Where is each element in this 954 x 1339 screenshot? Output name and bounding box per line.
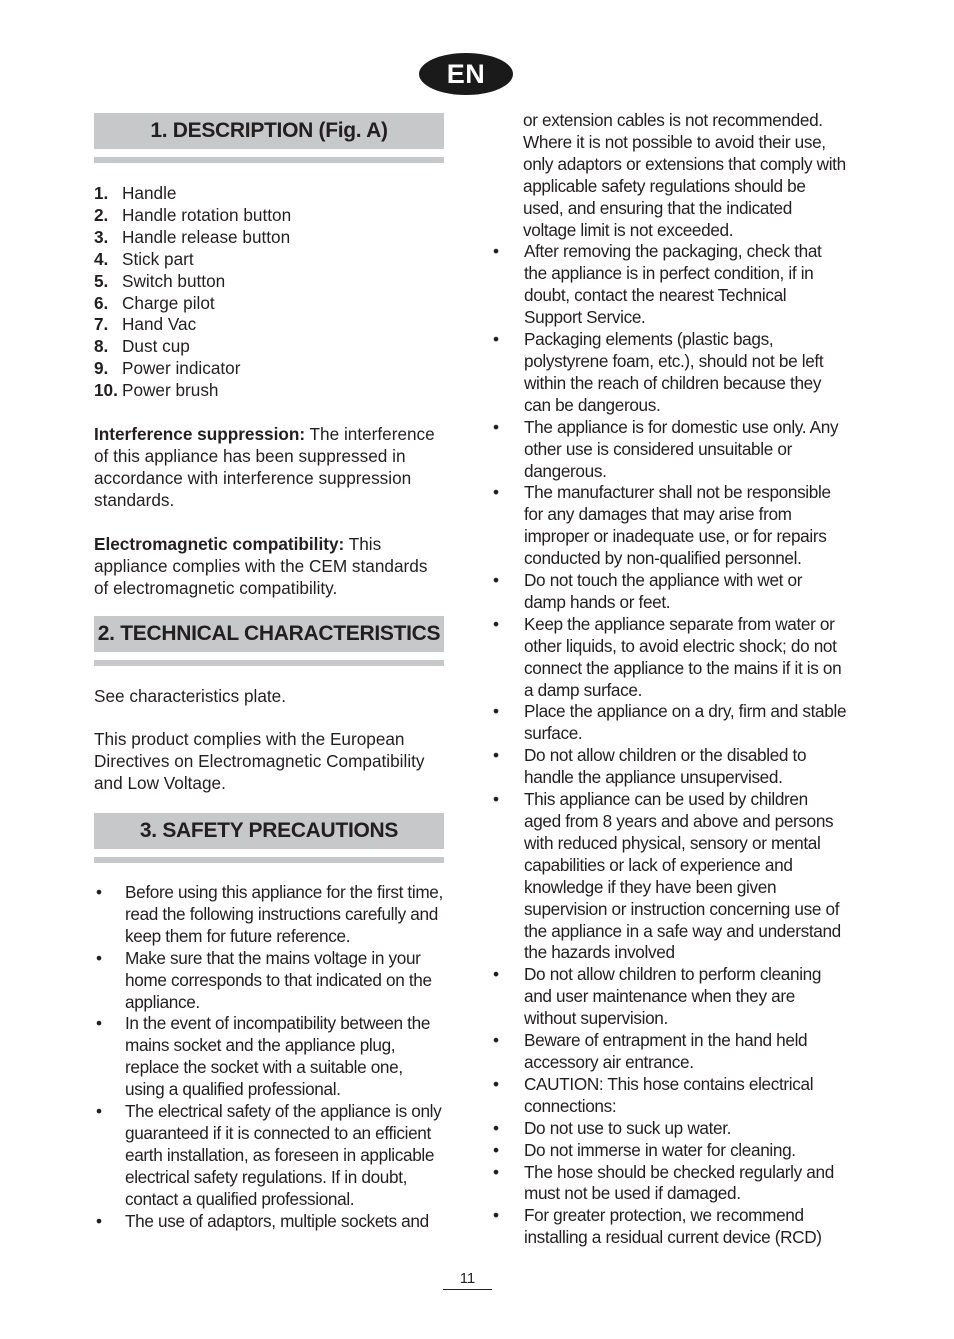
item-label: Hand Vac: [122, 314, 197, 335]
description-item: [94, 249, 444, 271]
safety-list-right: [493, 241, 848, 1249]
bullet-icon: •: [96, 1013, 102, 1034]
safety-item: [493, 417, 848, 483]
safety-item-text: CAUTION: This hose contains electrical connections:: [524, 1073, 814, 1116]
safety-item: [493, 745, 848, 789]
item-label: Charge pilot: [122, 292, 215, 313]
emc-paragraph: [94, 534, 444, 600]
bullet-icon: •: [493, 701, 499, 722]
interference-paragraph: [94, 424, 444, 512]
interference-label: Interference suppression:: [94, 424, 306, 445]
safety-item: [493, 329, 848, 417]
item-label: Handle release button: [122, 226, 291, 247]
bullet-icon: •: [493, 1205, 499, 1226]
language-badge: EN: [419, 53, 513, 95]
safety-item-text: Packaging elements (plastic bags, polystyrene foam, etc.), should not be left within the reach of children because they can be dangerous.: [524, 329, 824, 415]
safety-item-text: Do not touch the appliance with wet or damp hands or feet.: [524, 570, 803, 612]
description-item: [94, 358, 444, 380]
section-heading-technical: 2. TECHNICAL CHARACTERISTICS: [94, 616, 444, 652]
left-column: [94, 113, 444, 1233]
interference-text: The interference of this appliance has been suppressed in accordance with interference suppression standards.: [94, 424, 435, 510]
emc-label: Electromagnetic compatibility:: [94, 533, 345, 554]
safety-item: [94, 1101, 444, 1211]
bullet-icon: •: [493, 482, 499, 503]
safety-list-left: [94, 882, 444, 1233]
safety-item: [493, 1030, 848, 1074]
safety-item-text: The appliance is for domestic use only. Any other use is considered unsuitable or dangerous.: [524, 416, 839, 481]
safety-item-text: The manufacturer shall not be responsible for any damages that may arise from improper or inadequate use, or for repairs conducted by non-qualified personnel.: [524, 482, 831, 569]
bullet-icon: •: [96, 1101, 102, 1122]
right-column: [493, 110, 848, 1249]
item-number: 6.: [94, 292, 109, 313]
bullet-icon: •: [96, 882, 102, 903]
item-number: 5.: [94, 270, 109, 291]
safety-item-text: Make sure that the mains voltage in your home corresponds to that indicated on the appliance.: [125, 947, 432, 1012]
description-item: [94, 227, 444, 249]
description-list: [94, 183, 444, 402]
heading-rule: [94, 857, 444, 863]
bullet-icon: •: [493, 329, 499, 350]
safety-item-text: The use of adaptors, multiple sockets and: [125, 1210, 429, 1231]
safety-item: [493, 1074, 848, 1118]
bullet-icon: •: [493, 613, 499, 634]
safety-item: [493, 241, 848, 329]
bullet-icon: •: [493, 1073, 499, 1094]
bullet-icon: •: [493, 570, 499, 591]
item-label: Switch button: [122, 270, 226, 291]
item-number: 7.: [94, 314, 109, 335]
safety-item: [94, 948, 444, 1014]
description-item: [94, 314, 444, 336]
safety-item-text: This appliance can be used by children aged from 8 years and above and persons with reduced physical, sensory or mental capabilities or lack of experience and knowledge if they have been given supervision or instruction concerning use of the appliance in a safe way and understand the hazards involved: [524, 789, 841, 963]
heading-rule: [94, 660, 444, 666]
safety-item-text: Before using this appliance for the first time, read the following instructions carefully and keep them for future reference.: [125, 882, 443, 946]
bullet-icon: •: [96, 1210, 102, 1231]
bullet-icon: •: [493, 241, 499, 262]
bullet-icon: •: [493, 1030, 499, 1051]
item-label: Handle rotation button: [122, 204, 292, 225]
item-label: Stick part: [122, 248, 194, 269]
item-number: 3.: [94, 226, 109, 247]
bullet-icon: •: [493, 1117, 499, 1138]
safety-item: [493, 789, 848, 964]
safety-item: [493, 1162, 848, 1206]
description-item: [94, 271, 444, 293]
safety-item: [493, 482, 848, 570]
safety-item: [493, 1140, 848, 1162]
safety-item: [94, 1013, 444, 1101]
description-item: [94, 293, 444, 315]
safety-item: [493, 964, 848, 1030]
item-label: Dust cup: [122, 336, 190, 357]
section-heading-safety: 3. SAFETY PRECAUTIONS: [94, 813, 444, 849]
safety-item-text: After removing the packaging, check that the appliance is in perfect condition, if in doubt, contact the nearest Technical Support Service.: [524, 241, 822, 328]
bullet-icon: •: [493, 964, 499, 985]
bullet-icon: •: [493, 1161, 499, 1182]
item-label: Handle: [122, 183, 177, 203]
item-label: Power brush: [122, 380, 219, 401]
safety-item-text: Do not allow children to perform cleaning and user maintenance when they are without supervision.: [524, 964, 822, 1029]
bullet-icon: •: [493, 789, 499, 810]
bullet-icon: •: [96, 947, 102, 968]
section-heading-description: 1. DESCRIPTION (Fig. A): [94, 113, 444, 149]
safety-item: [493, 1205, 848, 1249]
safety-item-text: The electrical safety of the appliance is only guaranteed if it is connected to an efficient earth installation, as foreseen in applicable electrical safety regulations. If in doubt, contact a qualified professional.: [125, 1101, 442, 1209]
item-number: 9.: [94, 358, 109, 379]
item-number: 8.: [94, 336, 109, 357]
description-item: [94, 336, 444, 358]
heading-rule: [94, 157, 444, 163]
page-number: 11: [443, 1270, 492, 1290]
safety-item: [493, 570, 848, 614]
item-number: 10.: [94, 380, 118, 401]
safety-item-text: Beware of entrapment in the hand held accessory air entrance.: [524, 1030, 808, 1072]
description-item: [94, 205, 444, 227]
item-number: 1.: [94, 183, 109, 203]
safety-item: [94, 882, 444, 948]
safety-item: [94, 1211, 444, 1233]
safety-item-text: Do not use to suck up water.: [524, 1117, 732, 1138]
safety-item-text: Place the appliance on a dry, firm and stable surface.: [524, 701, 847, 744]
emc-text: This appliance complies with the CEM standards of electromagnetic compatibility.: [94, 533, 428, 598]
bullet-icon: •: [493, 745, 499, 766]
safety-item: [493, 701, 848, 745]
item-number: 4.: [94, 248, 109, 269]
safety-item-text: In the event of incompatibility between the mains socket and the appliance plug, replace the socket with a suitable one, using a qualified professional.: [125, 1013, 431, 1100]
bullet-icon: •: [493, 416, 499, 437]
bullet-icon: •: [493, 1139, 499, 1160]
description-item: [94, 380, 444, 402]
characteristics-paragraph: See characteristics plate.: [94, 686, 287, 707]
safety-item-text: For greater protection, we recommend installing a residual current device (RCD): [524, 1205, 822, 1248]
safety-item-text: Do not allow children or the disabled to handle the appliance unsupervised.: [524, 745, 807, 788]
directives-paragraph: This product complies with the European Directives on Electromagnetic Compatibility and Low Voltage.: [94, 729, 425, 794]
item-label: Power indicator: [122, 358, 241, 379]
safety-item: [493, 1118, 848, 1140]
description-item: [94, 183, 444, 205]
safety-item-text: The hose should be checked regularly and must not be used if damaged.: [524, 1161, 834, 1204]
safety-item-text: Do not immerse in water for cleaning.: [524, 1139, 796, 1160]
safety-item: [493, 614, 848, 702]
safety-continuation: or extension cables is not recommended. Where it is not possible to avoid their use, only adaptors or extensions that comply with applicable safety regulations should be used, and ensuring that the indicated voltage limit is not exceeded.: [523, 110, 846, 240]
item-number: 2.: [94, 204, 109, 225]
safety-item-text: Keep the appliance separate from water or other liquids, to avoid electric shock; do not connect the appliance to the mains if it is on a damp surface.: [524, 613, 842, 700]
